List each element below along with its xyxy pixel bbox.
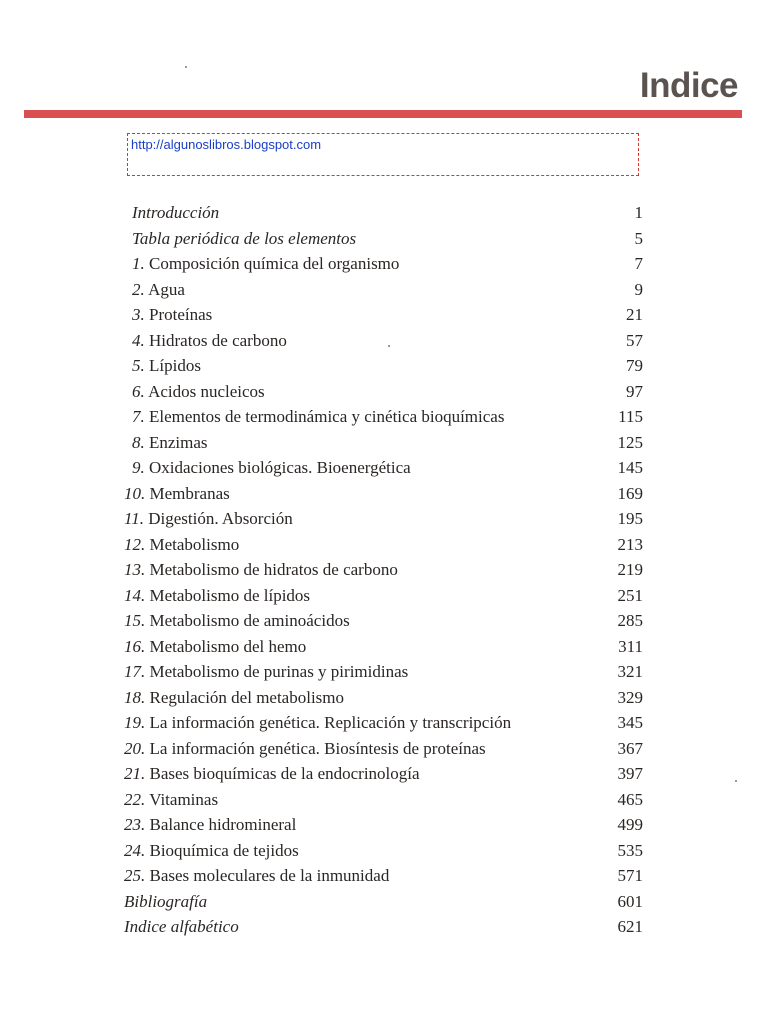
toc-entry-page: 169 bbox=[617, 483, 643, 503]
toc-entry-text: Regulación del metabolismo bbox=[149, 687, 345, 707]
toc-entry-number: 13. bbox=[124, 560, 146, 579]
toc-entry-title bbox=[132, 353, 201, 378]
toc-entry-page: 219 bbox=[617, 560, 643, 579]
toc-entry-number: 15. bbox=[124, 611, 146, 630]
toc-entry-number: 5. bbox=[132, 356, 145, 375]
toc-entry-page: 397 bbox=[617, 764, 643, 783]
toc-entry-text: Lípidos bbox=[149, 356, 201, 375]
toc-entry-title bbox=[124, 787, 218, 812]
toc-entry-text: Enzimas bbox=[149, 432, 208, 452]
toc-entry-text: Metabolismo de aminoácidos bbox=[149, 611, 350, 630]
toc-entry bbox=[124, 608, 643, 633]
toc-entry-page: 499 bbox=[617, 815, 643, 834]
toc-entry-number: 21. bbox=[124, 764, 146, 783]
toc-entry-page: 5 bbox=[634, 228, 643, 248]
toc-entry-page: 57 bbox=[626, 330, 643, 350]
toc-entry-text: Hidratos de carbono bbox=[149, 330, 287, 350]
toc-entry-number: 10. bbox=[124, 483, 146, 503]
toc-entry-title bbox=[124, 863, 389, 888]
scan-speck bbox=[388, 345, 390, 347]
toc-entry-title bbox=[132, 277, 185, 302]
toc-entry bbox=[124, 863, 643, 888]
toc-entry-title bbox=[124, 685, 344, 710]
toc-entry-title bbox=[132, 379, 265, 404]
toc-entry-number: 3. bbox=[132, 305, 145, 324]
toc-entry-title bbox=[124, 557, 398, 582]
toc-entry-number: 25. bbox=[124, 866, 146, 885]
toc-entry bbox=[124, 506, 643, 531]
toc-entry-number: 24. bbox=[124, 840, 146, 860]
watermark-box bbox=[127, 133, 639, 176]
toc-entry-number: 11. bbox=[124, 509, 144, 528]
toc-entry bbox=[132, 200, 643, 225]
toc-entry-number: 1. bbox=[132, 254, 145, 273]
toc-entry-number: 4. bbox=[132, 330, 145, 350]
toc-entry-text: Elementos de termodinámica y cinética bioquímicas bbox=[149, 407, 505, 426]
toc-entry-page: 345 bbox=[617, 713, 643, 732]
toc-entry-title bbox=[124, 889, 207, 914]
toc-entry bbox=[132, 455, 643, 480]
toc-entry bbox=[132, 353, 643, 378]
toc-entry bbox=[132, 302, 643, 327]
toc-entry-number: 2. bbox=[132, 279, 145, 299]
toc-entry bbox=[132, 251, 643, 276]
toc-entry-page: 329 bbox=[617, 687, 643, 707]
toc-entry-text: Metabolismo bbox=[149, 534, 240, 554]
toc-entry-number: 17. bbox=[124, 662, 146, 681]
toc-entry bbox=[124, 914, 643, 939]
toc-entry-page: 9 bbox=[634, 279, 643, 299]
page-title: Indice bbox=[639, 66, 738, 105]
toc-entry bbox=[124, 889, 643, 914]
toc-entry-text: Vitaminas bbox=[149, 789, 219, 809]
toc-entry-page: 21 bbox=[626, 305, 643, 324]
toc-entry-text: La información genética. Replicación y transcripción bbox=[149, 713, 512, 732]
toc-entry bbox=[124, 685, 643, 710]
toc-entry-title bbox=[124, 812, 296, 837]
toc-entry-title bbox=[124, 634, 306, 659]
toc-entry-text: Metabolismo de hidratos de carbono bbox=[149, 560, 398, 579]
toc-entry-text: Membranas bbox=[149, 483, 230, 503]
toc-entry-page: 195 bbox=[617, 509, 643, 528]
toc-entry bbox=[132, 226, 643, 251]
toc-entry-text: Agua bbox=[148, 279, 185, 299]
toc-entry bbox=[124, 761, 643, 786]
toc-entry-title bbox=[124, 914, 239, 939]
toc-entry-text: La información genética. Biosíntesis de proteínas bbox=[149, 738, 486, 758]
scan-speck bbox=[185, 66, 187, 68]
toc-entry-text: Proteínas bbox=[149, 305, 213, 324]
toc-entry-number: 12. bbox=[124, 534, 146, 554]
toc-entry-page: 97 bbox=[626, 381, 643, 401]
toc-entry-page: 465 bbox=[617, 789, 643, 809]
toc-entry-text: Bases bioquímicas de la endocrinología bbox=[149, 764, 420, 783]
toc-entry bbox=[132, 328, 643, 353]
toc-entry-page: 213 bbox=[617, 534, 643, 554]
toc-entry bbox=[132, 277, 643, 302]
toc-entry-page: 145 bbox=[617, 458, 643, 477]
toc-entry-number: 6. bbox=[132, 381, 145, 401]
toc-entry-text: Tabla periódica de los elementos bbox=[132, 228, 357, 248]
toc-entry bbox=[124, 787, 643, 812]
toc-entry-page: 321 bbox=[617, 662, 643, 681]
toc-entry-title bbox=[124, 838, 299, 863]
toc-entry-title bbox=[132, 455, 411, 480]
toc-entry-page: 125 bbox=[617, 432, 643, 452]
toc-entry-text: Bioquímica de tejidos bbox=[149, 840, 299, 860]
toc-entry bbox=[124, 557, 643, 582]
toc-entry-text: Bibliografía bbox=[124, 891, 208, 911]
toc-entry bbox=[124, 481, 643, 506]
toc-entry-number: 18. bbox=[124, 687, 146, 707]
toc-entry bbox=[132, 404, 643, 429]
toc-entry bbox=[124, 532, 643, 557]
toc-entry-number: 23. bbox=[124, 815, 146, 834]
toc-entry-page: 367 bbox=[617, 738, 643, 758]
toc-entry-page: 79 bbox=[626, 356, 643, 375]
toc-entry bbox=[132, 430, 643, 455]
toc-entry-title bbox=[124, 506, 293, 531]
toc-entry-title bbox=[132, 251, 399, 276]
toc-entry bbox=[124, 736, 643, 761]
toc-entry-page: 601 bbox=[617, 891, 643, 911]
toc-entry-page: 285 bbox=[617, 611, 643, 630]
toc-entry-page: 115 bbox=[618, 407, 643, 426]
toc-entry-number: 7. bbox=[132, 407, 145, 426]
toc-entry-title bbox=[132, 430, 208, 455]
toc-entry-page: 535 bbox=[617, 840, 643, 860]
watermark-link[interactable]: http://algunoslibros.blogspot.com bbox=[131, 137, 322, 152]
toc-entry-page: 621 bbox=[617, 917, 643, 936]
toc-entry-page: 251 bbox=[617, 585, 643, 605]
toc-entry-text: Bases moleculares de la inmunidad bbox=[149, 866, 390, 885]
toc-entry-number: 9. bbox=[132, 458, 145, 477]
toc-entry-title bbox=[124, 532, 239, 557]
toc-entry-text: Metabolismo de purinas y pirimidinas bbox=[149, 662, 409, 681]
toc-entry-title bbox=[124, 481, 230, 506]
toc-entry-text: Oxidaciones biológicas. Bioenergética bbox=[149, 458, 411, 477]
toc-entry-title bbox=[124, 608, 350, 633]
toc-entry-page: 1 bbox=[634, 203, 643, 222]
toc-entry-number: 19. bbox=[124, 713, 146, 732]
toc-entry-title bbox=[132, 328, 287, 353]
toc-entry bbox=[132, 379, 643, 404]
toc-entry-page: 7 bbox=[634, 254, 643, 273]
toc-entry bbox=[124, 659, 643, 684]
toc-entry-text: Introducción bbox=[132, 203, 220, 222]
toc-entry-title bbox=[132, 404, 504, 429]
toc-entry-text: Acidos nucleicos bbox=[148, 381, 265, 401]
toc-entry-title bbox=[124, 736, 486, 761]
toc-entry-page: 311 bbox=[618, 636, 643, 656]
toc-entry-title bbox=[124, 710, 511, 735]
toc-entry bbox=[124, 838, 643, 863]
toc-entry-text: Metabolismo de lípidos bbox=[149, 585, 311, 605]
toc-entry-number: 14. bbox=[124, 585, 146, 605]
toc-entry-page: 571 bbox=[617, 866, 643, 885]
toc-entry bbox=[124, 583, 643, 608]
scan-speck bbox=[735, 780, 737, 782]
toc-entry-number: 22. bbox=[124, 789, 146, 809]
toc-entry-title bbox=[132, 226, 356, 251]
toc-entry-number: 8. bbox=[132, 432, 145, 452]
toc-entry-title bbox=[132, 302, 212, 327]
toc-entry-title bbox=[124, 659, 408, 684]
toc-entry bbox=[124, 710, 643, 735]
toc-entry-number: 20. bbox=[124, 738, 146, 758]
toc-entry-title bbox=[132, 200, 219, 225]
toc-entry bbox=[124, 812, 643, 837]
toc-entry-number: 16. bbox=[124, 636, 146, 656]
toc-entry-text: Composición química del organismo bbox=[149, 254, 400, 273]
toc-entry-text: Digestión. Absorción bbox=[148, 509, 293, 528]
header-rule bbox=[24, 110, 742, 118]
toc-entry-text: Metabolismo del hemo bbox=[149, 636, 307, 656]
toc-entry-title bbox=[124, 583, 310, 608]
toc-entry-text: Balance hidromineral bbox=[149, 815, 297, 834]
toc-entry-text: Indice alfabético bbox=[124, 917, 239, 936]
toc-entry bbox=[124, 634, 643, 659]
toc-entry-title bbox=[124, 761, 420, 786]
